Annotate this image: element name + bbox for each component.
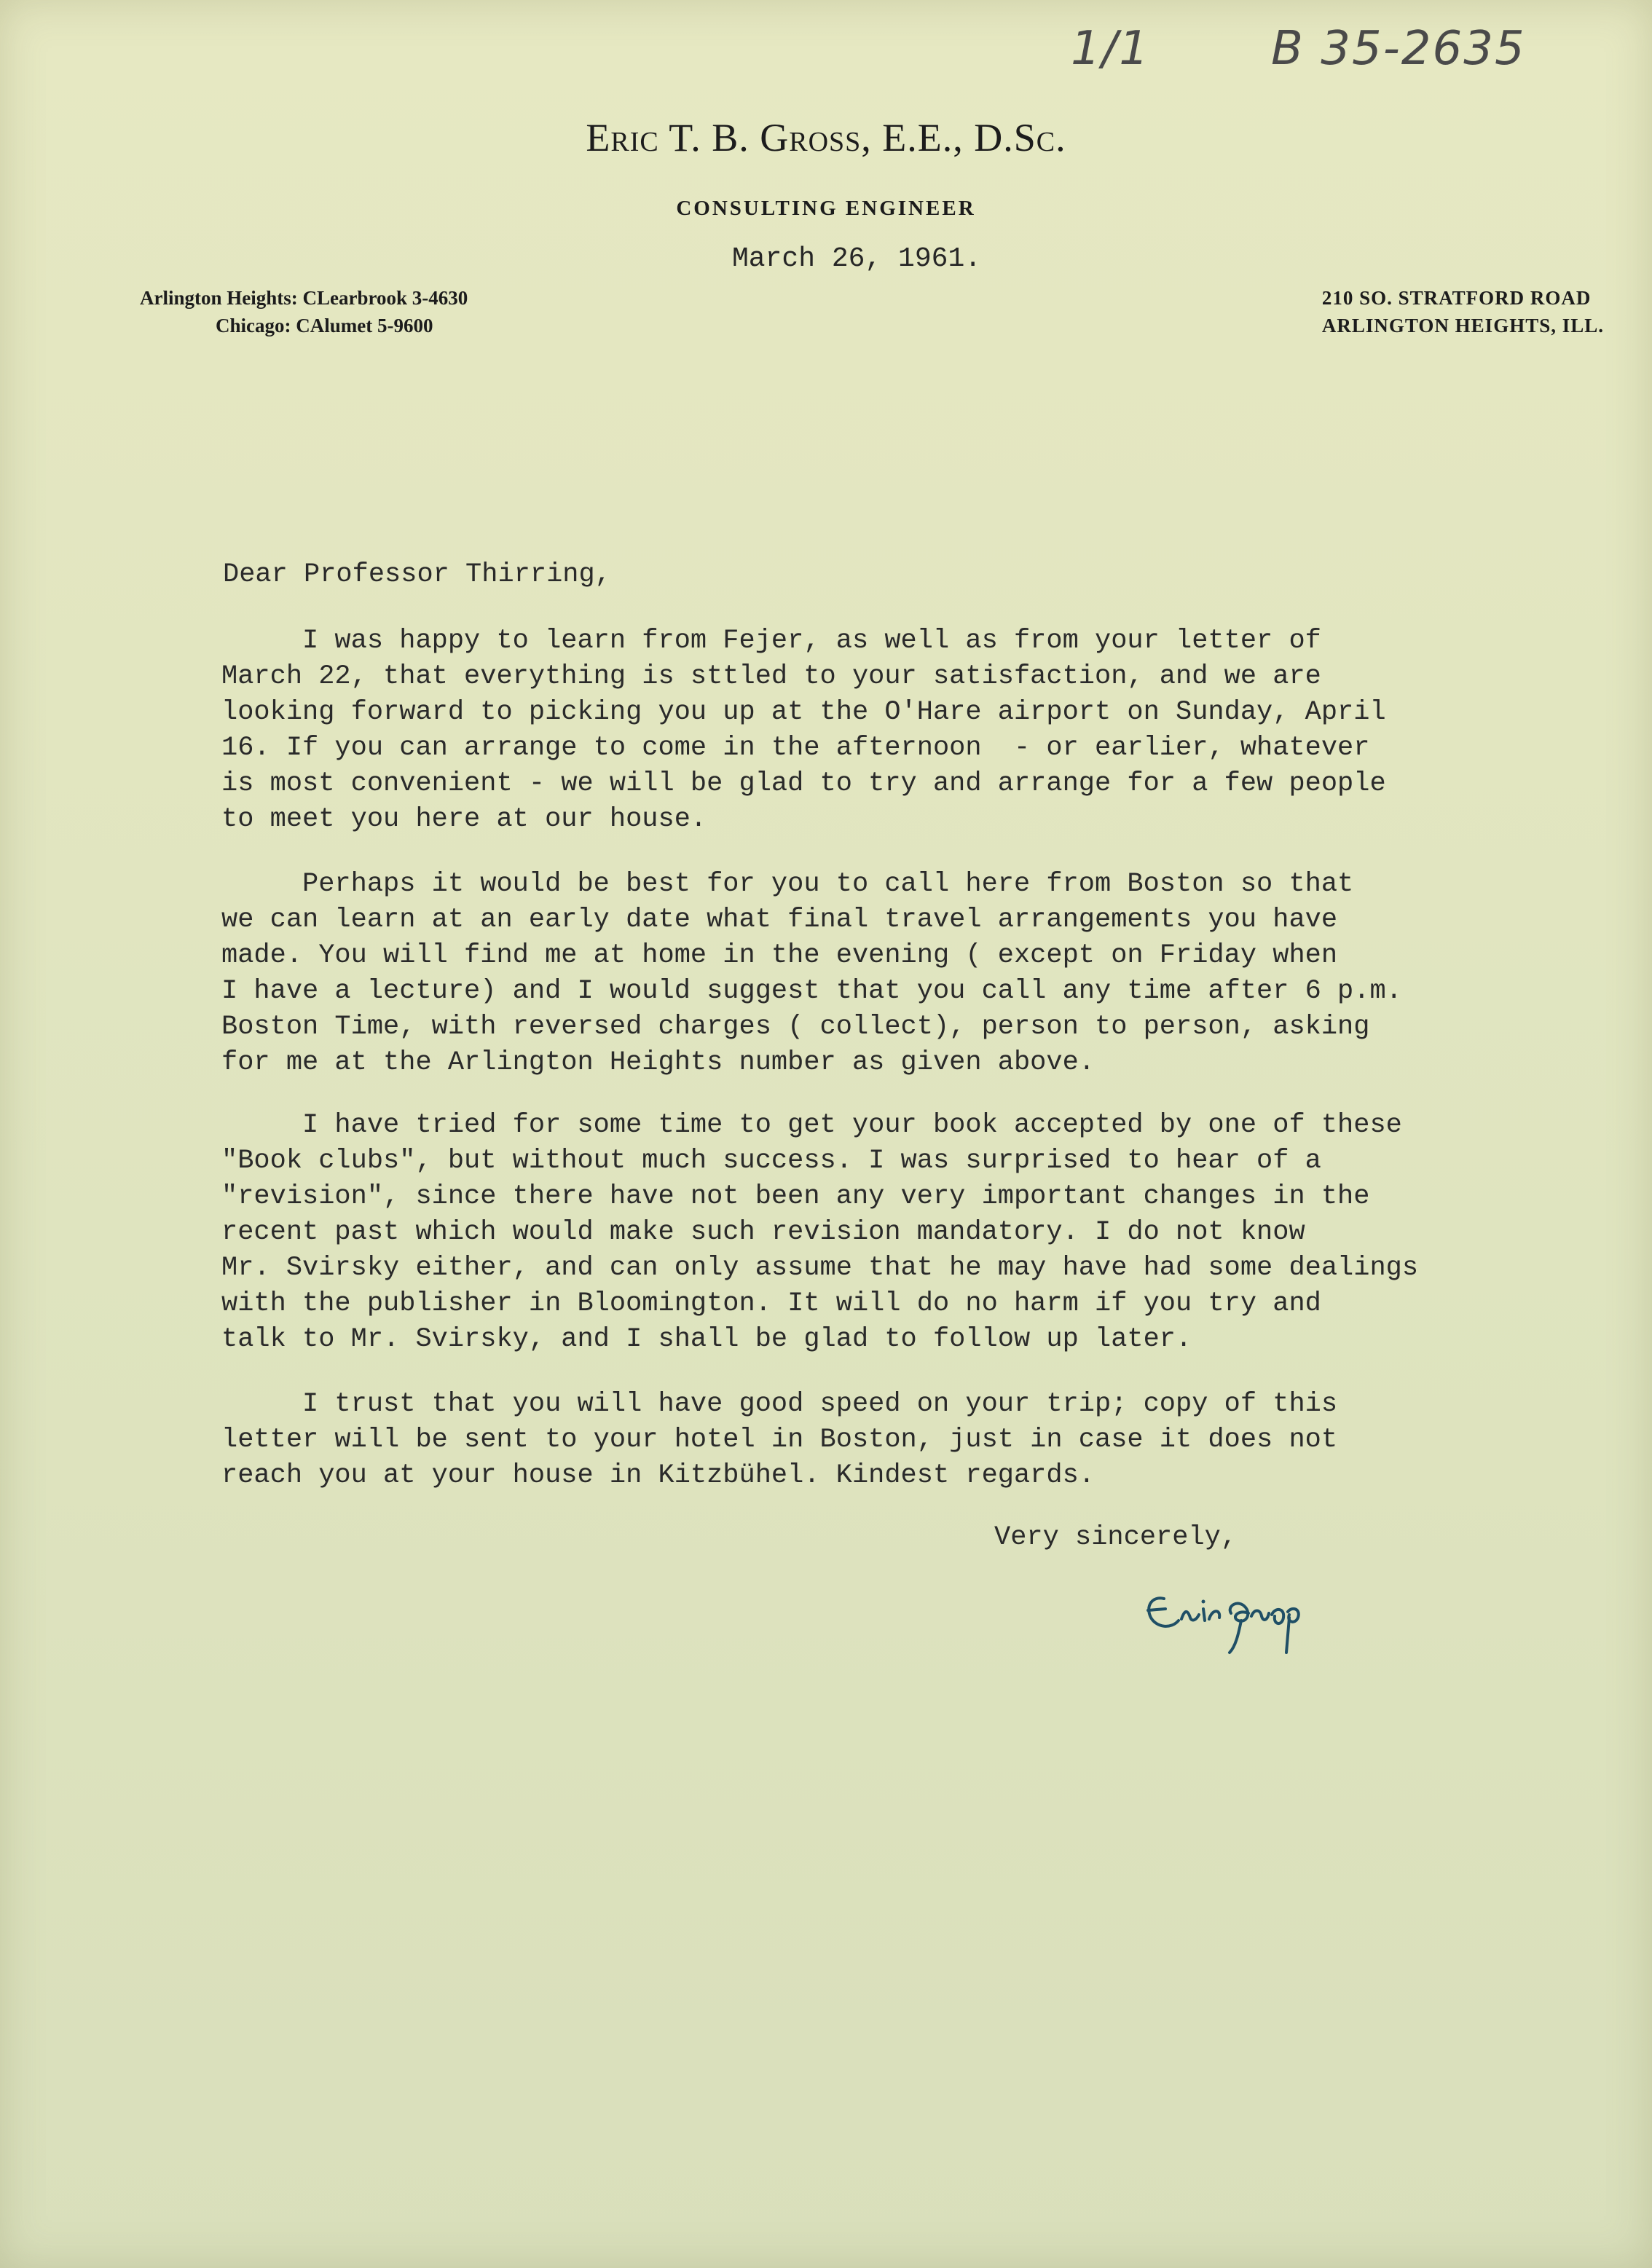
letterhead-phone-numbers <box>140 284 468 339</box>
letterhead-name: Eric T. B. Gross, E.E., D.Sc. <box>586 116 1066 160</box>
paragraph-line: I have tried for some time to get your book accepted by one of these <box>221 1110 1402 1141</box>
body-paragraph-4 <box>221 1387 1337 1494</box>
phone-chicago: Chicago: CAlumet 5-9600 <box>216 315 433 336</box>
paragraph-line: Mr. Svirsky either, and can only assume that he may have had some dealings <box>221 1253 1419 1283</box>
paragraph-line: I have a lecture) and I would suggest that you call any time after 6 p.m. <box>221 976 1402 1007</box>
paragraph-line: reach you at your house in Kitzbühel. Kindest regards. <box>221 1460 1095 1491</box>
paragraph-line: Boston Time, with reversed charges ( collect), person to person, asking <box>221 1012 1370 1042</box>
paragraph-line: "Book clubs", but without much success. I was surprised to hear of a <box>221 1146 1321 1176</box>
paragraph-line: is most convenient - we will be glad to try and arrange for a few people <box>221 768 1386 799</box>
phone-arlington: Arlington Heights: CLearbrook 3-4630 <box>140 287 468 309</box>
paragraph-line: "revision", since there have not been any very important changes in the <box>221 1181 1370 1212</box>
letterhead-title: CONSULTING ENGINEER <box>676 197 976 220</box>
paragraph-line: with the publisher in Bloomington. It will do no harm if you try and <box>221 1288 1321 1319</box>
salutation: Dear Professor Thirring, <box>223 559 611 590</box>
paragraph-line: made. You will find me at home in the evening ( except on Friday when <box>221 940 1338 971</box>
address-street: 210 SO. STRATFORD ROAD <box>1321 287 1592 309</box>
paragraph-line: looking forward to picking you up at the O'Hare airport on Sunday, April <box>221 697 1386 728</box>
closing: Very sincerely, <box>994 1522 1238 1553</box>
paragraph-line: for me at the Arlington Heights number as given above. <box>221 1047 1095 1078</box>
letter-date: March 26, 1961. <box>732 243 982 275</box>
paragraph-line: March 22, that everything is sttled to your satisfaction, and we are <box>221 661 1321 692</box>
archive-page-mark: 1/1 <box>1071 22 1150 76</box>
body-paragraph-3 <box>221 1108 1418 1358</box>
paragraph-line: letter will be sent to your hotel in Boston, just in case it does not <box>221 1425 1338 1455</box>
paragraph-line: recent past which would make such revision mandatory. I do not know <box>221 1217 1305 1248</box>
paragraph-line: talk to Mr. Svirsky, and I shall be glad to follow up later. <box>221 1324 1192 1355</box>
paragraph-line: I trust that you will have good speed on your trip; copy of this <box>221 1389 1338 1420</box>
signature-handwritten <box>1136 1577 1326 1664</box>
body-paragraph-1 <box>221 623 1386 838</box>
paragraph-line: we can learn at an early date what final travel arrangements you have <box>221 905 1338 935</box>
paragraph-line: I was happy to learn from Fejer, as well as from your letter of <box>221 626 1321 656</box>
paragraph-line: to meet you here at our house. <box>221 804 707 835</box>
letterhead-address <box>1322 284 1604 339</box>
paragraph-line: 16. If you can arrange to come in the afternoon - or earlier, whatever <box>221 733 1370 763</box>
archive-number-mark: B 35-2635 <box>1271 22 1526 76</box>
paragraph-line: Perhaps it would be best for you to call here from Boston so that <box>221 869 1354 899</box>
address-city: ARLINGTON HEIGHTS, ILL. <box>1321 315 1604 336</box>
body-paragraph-2 <box>221 867 1402 1081</box>
